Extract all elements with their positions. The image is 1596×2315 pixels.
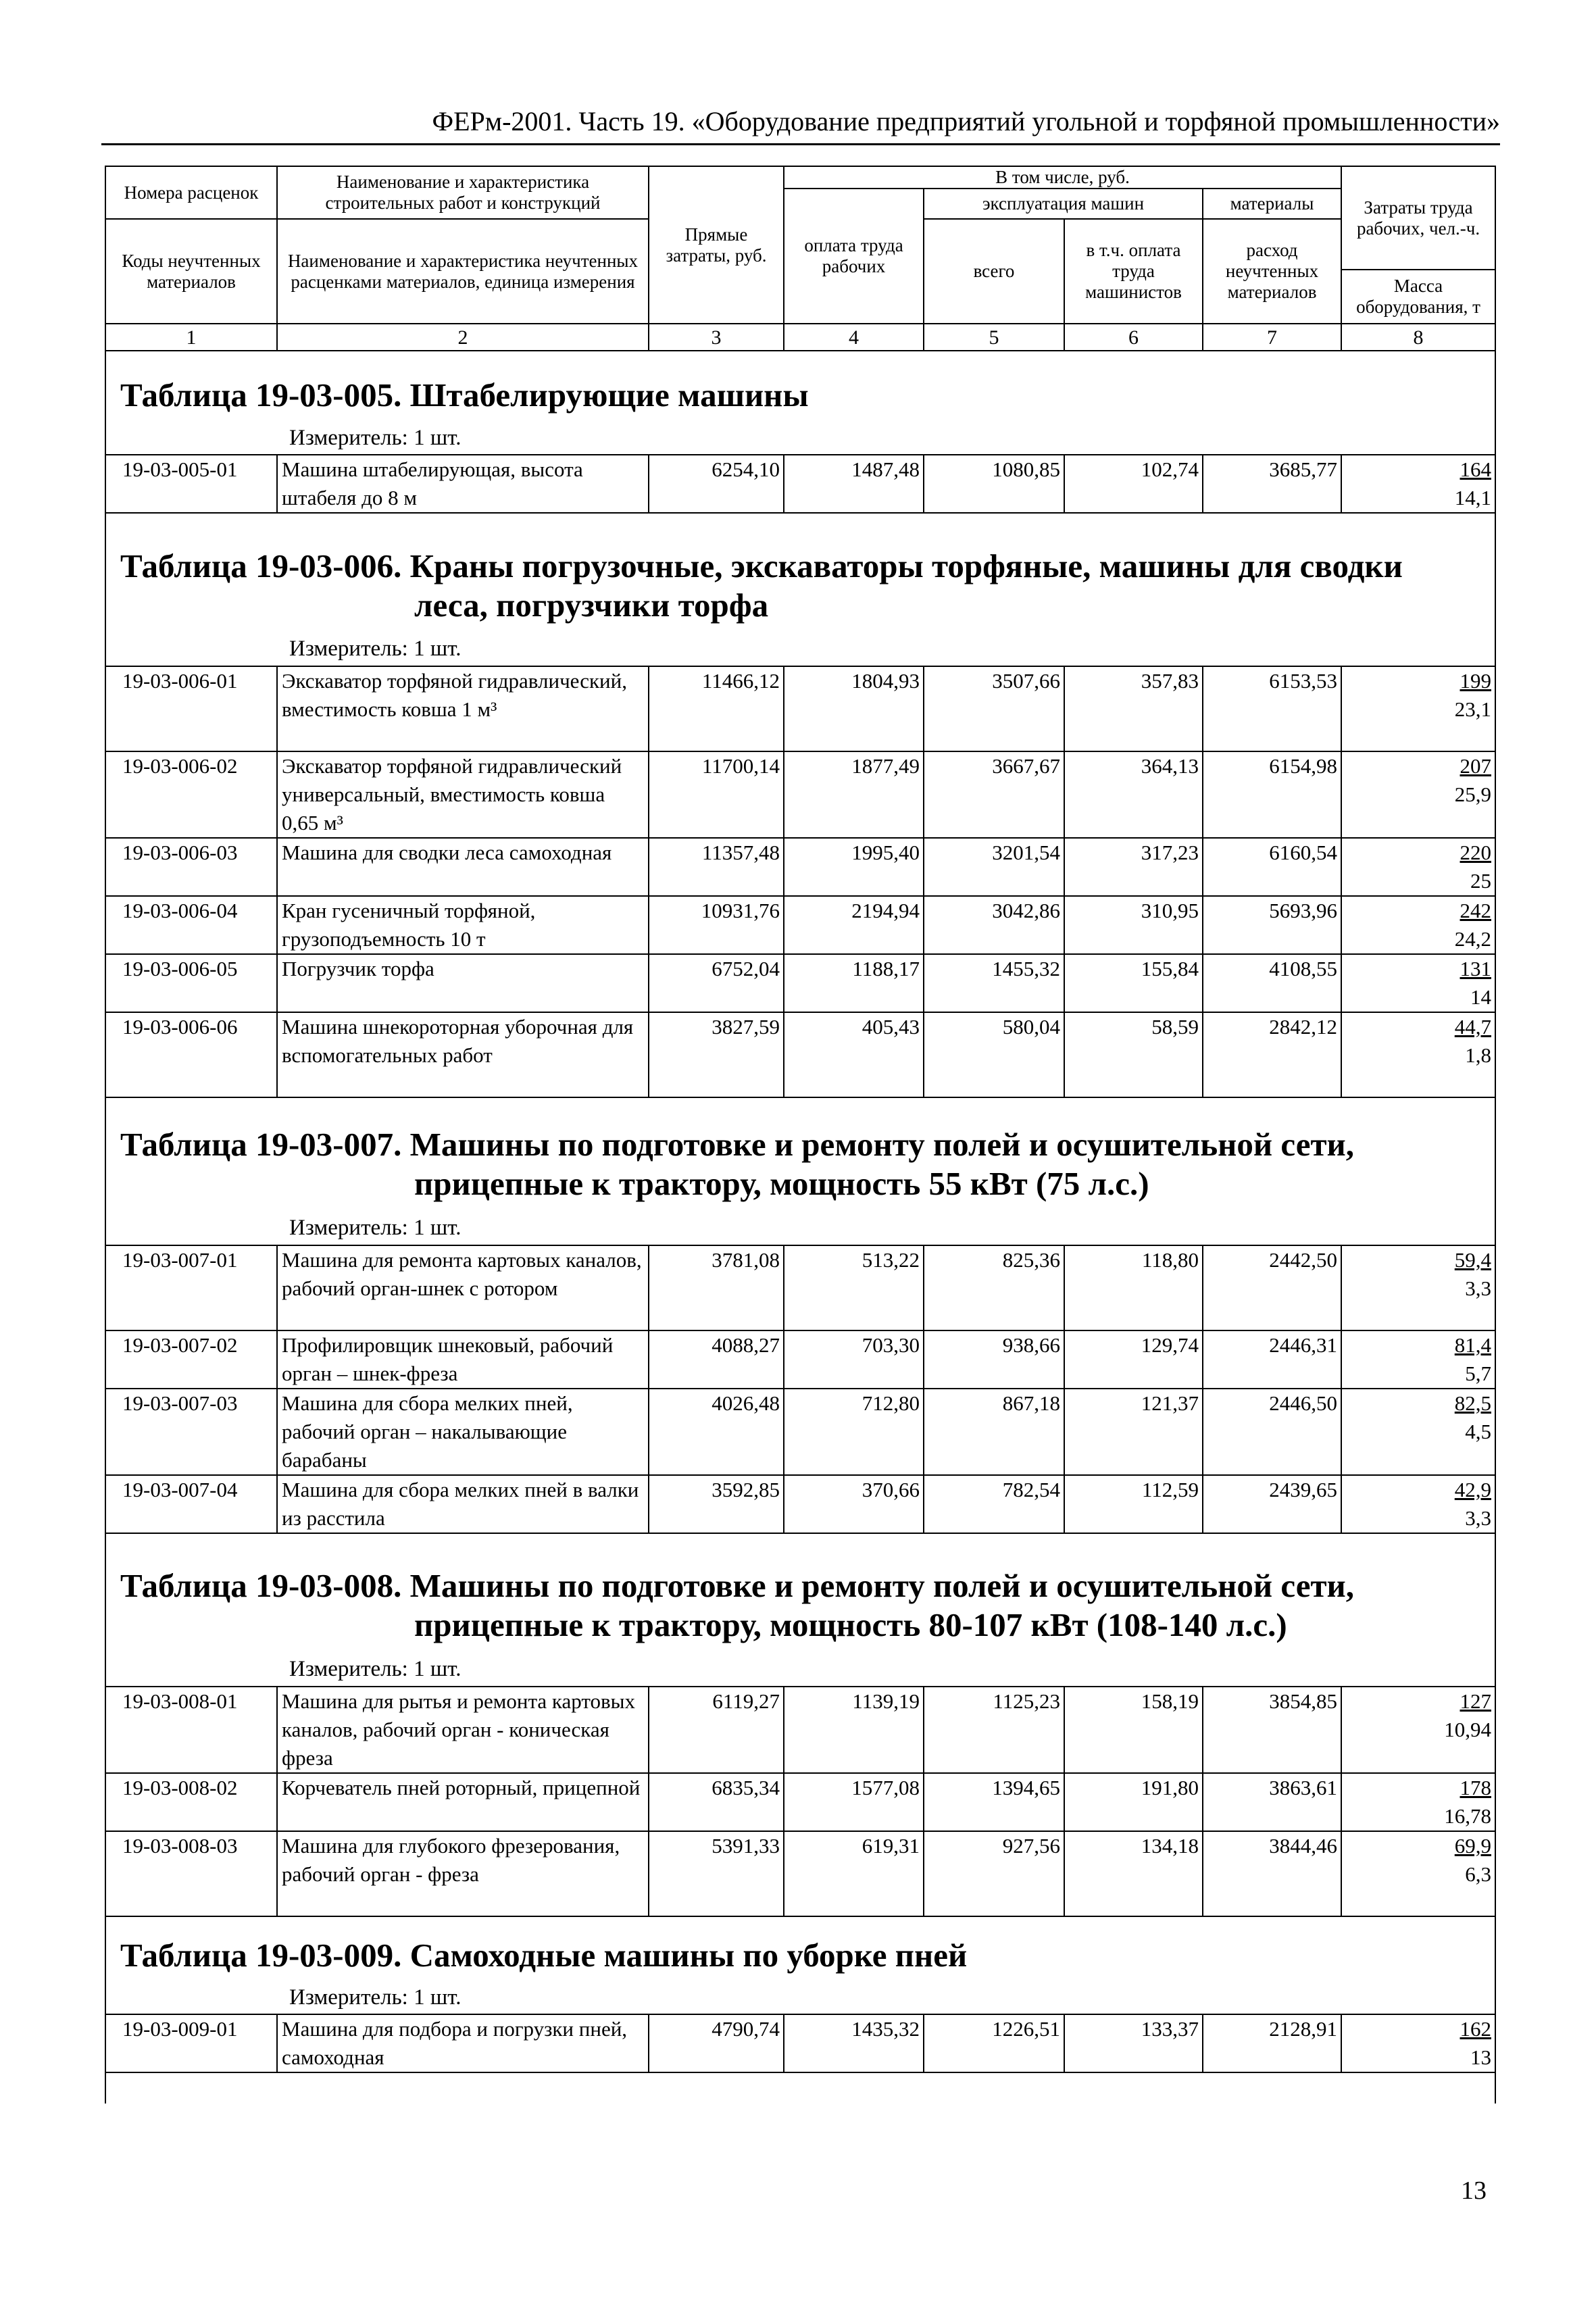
work-name: Машина шнекороторная уборочная для вспомогательных работ	[277, 1012, 649, 1097]
machine-operator-pay: 310,95	[1064, 896, 1203, 954]
header-c3: Прямые затраты, руб.	[649, 166, 784, 324]
section-title-line: Таблица 19-03-005. Штабелирующие машины	[120, 376, 809, 414]
col-number: 4	[784, 324, 924, 351]
section-title-line: прицепные к трактору, мощность 80-107 кВт (108-140 л.с.)	[414, 1606, 1287, 1643]
labor-pay: 405,43	[784, 1012, 924, 1097]
labor-hours: 81,4	[1454, 1333, 1491, 1357]
price-table	[105, 666, 1496, 1098]
equipment-mass: 24,2	[1454, 927, 1491, 951]
header-group-machines: эксплуатация машин	[924, 189, 1203, 219]
table-row	[105, 1330, 1495, 1389]
machine-total: 1080,85	[924, 455, 1064, 513]
direct-cost: 11357,48	[649, 838, 784, 896]
machine-operator-pay: 317,23	[1064, 838, 1203, 896]
materials-cost: 4108,55	[1203, 954, 1341, 1012]
table-row	[105, 666, 1495, 751]
labor-and-mass	[1341, 1831, 1495, 1916]
machine-total: 867,18	[924, 1389, 1064, 1475]
equipment-mass: 3,3	[1465, 1276, 1491, 1300]
work-name: Профилировщик шнековый, рабочий орган – шнек-фреза	[277, 1330, 649, 1389]
direct-cost: 3827,59	[649, 1012, 784, 1097]
materials-cost: 6153,53	[1203, 666, 1341, 751]
section-title	[120, 376, 1492, 415]
header-c4: оплата труда рабочих	[784, 189, 924, 324]
rate-code: 19-03-006-03	[105, 838, 277, 896]
labor-and-mass	[1341, 1012, 1495, 1097]
materials-cost: 2128,91	[1203, 2014, 1341, 2072]
equipment-mass: 3,3	[1465, 1506, 1491, 1530]
materials-cost: 2439,65	[1203, 1475, 1341, 1533]
equipment-mass: 14,1	[1454, 486, 1491, 509]
machine-operator-pay: 158,19	[1064, 1687, 1203, 1773]
materials-cost: 2446,50	[1203, 1389, 1341, 1475]
rate-code: 19-03-006-06	[105, 1012, 277, 1097]
price-table	[105, 1245, 1496, 1534]
measure-unit: Измеритель: 1 шт.	[289, 426, 462, 450]
machine-total: 3201,54	[924, 838, 1064, 896]
machine-operator-pay: 129,74	[1064, 1330, 1203, 1389]
table-row	[105, 1389, 1495, 1475]
labor-pay: 703,30	[784, 1330, 924, 1389]
labor-hours: 199	[1460, 669, 1491, 693]
rate-code: 19-03-007-01	[105, 1245, 277, 1330]
labor-and-mass	[1341, 666, 1495, 751]
work-name: Машина для подбора и погрузки пней, самоходная	[277, 2014, 649, 2072]
work-name: Машина для сводки леса самоходная	[277, 838, 649, 896]
machine-total: 927,56	[924, 1831, 1064, 1916]
rate-code: 19-03-007-03	[105, 1389, 277, 1475]
rate-code: 19-03-005-01	[105, 455, 277, 513]
machine-total: 3042,86	[924, 896, 1064, 954]
labor-pay: 1577,08	[784, 1773, 924, 1831]
direct-cost: 3592,85	[649, 1475, 784, 1533]
column-header	[105, 166, 1495, 348]
section-title-line: Таблица 19-03-009. Самоходные машины по уборке пней	[120, 1937, 968, 1974]
materials-cost: 3844,46	[1203, 1831, 1341, 1916]
table-row	[105, 1773, 1495, 1831]
equipment-mass: 16,78	[1444, 1804, 1491, 1828]
labor-and-mass	[1341, 1330, 1495, 1389]
direct-cost: 11700,14	[649, 751, 784, 838]
machine-total: 3507,66	[924, 666, 1064, 751]
header-c2-top: Наименование и характеристика строительных работ и конструкций	[277, 166, 649, 219]
price-table	[105, 1686, 1496, 1917]
header-c6: в т.ч. оплата труда машинистов	[1064, 219, 1203, 324]
table-row	[105, 954, 1495, 1012]
page-number: 13	[1461, 2176, 1487, 2205]
section-title	[120, 547, 1492, 625]
col-number: 6	[1064, 324, 1203, 351]
labor-and-mass	[1341, 455, 1495, 513]
machine-operator-pay: 58,59	[1064, 1012, 1203, 1097]
rate-code: 19-03-006-04	[105, 896, 277, 954]
direct-cost: 4088,27	[649, 1330, 784, 1389]
labor-hours: 207	[1460, 754, 1491, 778]
machine-total: 1394,65	[924, 1773, 1064, 1831]
header-c1-bottom: Коды неучтенных материалов	[105, 219, 277, 324]
header-group-materials: материалы	[1203, 189, 1341, 219]
table-row	[105, 1831, 1495, 1916]
labor-pay: 712,80	[784, 1389, 924, 1475]
section-title-line: леса, погрузчики торфа	[414, 587, 769, 624]
measure-unit: Измеритель: 1 шт.	[289, 1216, 462, 1240]
measure-unit: Измеритель: 1 шт.	[289, 637, 462, 661]
labor-and-mass	[1341, 1245, 1495, 1330]
labor-and-mass	[1341, 1773, 1495, 1831]
machine-total: 1226,51	[924, 2014, 1064, 2072]
equipment-mass: 1,8	[1465, 1043, 1491, 1067]
equipment-mass: 13	[1470, 2045, 1491, 2069]
materials-cost: 2442,50	[1203, 1245, 1341, 1330]
labor-pay: 1435,32	[784, 2014, 924, 2072]
labor-hours: 82,5	[1454, 1391, 1491, 1415]
labor-pay: 513,22	[784, 1245, 924, 1330]
machine-total: 3667,67	[924, 751, 1064, 838]
machine-operator-pay: 134,18	[1064, 1831, 1203, 1916]
labor-pay: 1804,93	[784, 666, 924, 751]
section-title-line: Таблица 19-03-007. Машины по подготовке и ремонту полей и осушительной сети,	[120, 1126, 1355, 1163]
labor-hours: 220	[1460, 841, 1491, 864]
equipment-mass: 6,3	[1465, 1862, 1491, 1886]
col-number: 8	[1341, 324, 1495, 351]
direct-cost: 6254,10	[649, 455, 784, 513]
labor-and-mass	[1341, 954, 1495, 1012]
labor-hours: 162	[1460, 2017, 1491, 2041]
header-c2-bottom: Наименование и характеристика неучтенных расценками материалов, единица измерения	[277, 219, 649, 324]
work-name: Кран гусеничный торфяной, грузоподъемность 10 т	[277, 896, 649, 954]
equipment-mass: 4,5	[1465, 1420, 1491, 1443]
materials-cost: 5693,96	[1203, 896, 1341, 954]
measure-unit: Измеритель: 1 шт.	[289, 1985, 462, 2010]
rate-code: 19-03-009-01	[105, 2014, 277, 2072]
header-c1-top: Номера расценок	[105, 166, 277, 219]
table-row	[105, 455, 1495, 513]
machine-total: 782,54	[924, 1475, 1064, 1533]
rate-code: 19-03-008-03	[105, 1831, 277, 1916]
work-name: Погрузчик торфа	[277, 954, 649, 1012]
rate-code: 19-03-007-02	[105, 1330, 277, 1389]
rate-code: 19-03-006-02	[105, 751, 277, 838]
machine-total: 580,04	[924, 1012, 1064, 1097]
direct-cost: 10931,76	[649, 896, 784, 954]
measure-unit: Измеритель: 1 шт.	[289, 1657, 462, 1681]
header-group-incl: В том числе, руб.	[784, 166, 1341, 189]
labor-pay: 1877,49	[784, 751, 924, 838]
equipment-mass: 14	[1470, 985, 1491, 1009]
section-title-line: Таблица 19-03-008. Машины по подготовке и ремонту полей и осушительной сети,	[120, 1567, 1355, 1604]
labor-hours: 178	[1460, 1776, 1491, 1799]
work-name: Экскаватор торфяной гидравлический универсальный, вместимость ковша 0,65 м³	[277, 751, 649, 838]
machine-operator-pay: 364,13	[1064, 751, 1203, 838]
work-name: Машина для сбора мелких пней в валки из расстила	[277, 1475, 649, 1533]
direct-cost: 5391,33	[649, 1831, 784, 1916]
work-name: Экскаватор торфяной гидравлический, вместимость ковша 1 м³	[277, 666, 649, 751]
section-title	[120, 1566, 1492, 1645]
price-table	[105, 2014, 1496, 2073]
labor-and-mass	[1341, 838, 1495, 896]
labor-hours: 42,9	[1454, 1478, 1491, 1501]
materials-cost: 6154,98	[1203, 751, 1341, 838]
equipment-mass: 25,9	[1454, 782, 1491, 806]
labor-hours: 131	[1460, 957, 1491, 980]
machine-operator-pay: 133,37	[1064, 2014, 1203, 2072]
labor-and-mass	[1341, 2014, 1495, 2072]
machine-operator-pay: 155,84	[1064, 954, 1203, 1012]
work-name: Машина для ремонта картовых каналов, рабочий орган-шнек с ротором	[277, 1245, 649, 1330]
labor-hours: 242	[1460, 899, 1491, 922]
section-title-line: прицепные к трактору, мощность 55 кВт (75 л.с.)	[414, 1165, 1149, 1202]
direct-cost: 6752,04	[649, 954, 784, 1012]
work-name: Машина для рытья и ремонта картовых каналов, рабочий орган - коническая фреза	[277, 1687, 649, 1773]
direct-cost: 6119,27	[649, 1687, 784, 1773]
header-c8-bottom: Масса оборудования, т	[1341, 270, 1495, 324]
labor-and-mass	[1341, 1687, 1495, 1773]
table-row	[105, 896, 1495, 954]
col-number: 5	[924, 324, 1064, 351]
direct-cost: 4790,74	[649, 2014, 784, 2072]
work-name: Машина для сбора мелких пней, рабочий орган – накалывающие барабаны	[277, 1389, 649, 1475]
page-header: ФЕРм-2001. Часть 19. «Оборудование предприятий угольной и торфяной промышленности»	[432, 106, 1500, 136]
labor-pay: 1487,48	[784, 455, 924, 513]
labor-hours: 127	[1460, 1689, 1491, 1713]
table-row	[105, 838, 1495, 896]
col-number: 2	[277, 324, 649, 351]
direct-cost: 4026,48	[649, 1389, 784, 1475]
machine-operator-pay: 112,59	[1064, 1475, 1203, 1533]
column-header-table	[105, 166, 1496, 351]
labor-pay: 370,66	[784, 1475, 924, 1533]
header-c8-top: Затраты труда рабочих, чел.-ч.	[1341, 166, 1495, 270]
materials-cost: 3685,77	[1203, 455, 1341, 513]
section-title	[120, 1125, 1492, 1203]
labor-and-mass	[1341, 1475, 1495, 1533]
col-number: 7	[1203, 324, 1341, 351]
machine-operator-pay: 357,83	[1064, 666, 1203, 751]
materials-cost: 3854,85	[1203, 1687, 1341, 1773]
labor-and-mass	[1341, 896, 1495, 954]
equipment-mass: 25	[1470, 869, 1491, 893]
materials-cost: 6160,54	[1203, 838, 1341, 896]
machine-total: 1455,32	[924, 954, 1064, 1012]
labor-hours: 44,7	[1454, 1015, 1491, 1039]
table-row	[105, 2014, 1495, 2072]
equipment-mass: 23,1	[1454, 697, 1491, 721]
machine-operator-pay: 102,74	[1064, 455, 1203, 513]
direct-cost: 3781,08	[649, 1245, 784, 1330]
table-row	[105, 1012, 1495, 1097]
direct-cost: 11466,12	[649, 666, 784, 751]
header-c5: всего	[924, 219, 1064, 324]
equipment-mass: 10,94	[1444, 1718, 1491, 1741]
labor-pay: 619,31	[784, 1831, 924, 1916]
rate-code: 19-03-008-01	[105, 1687, 277, 1773]
section-title-line: Таблица 19-03-006. Краны погрузочные, экскаваторы торфяные, машины для сводки	[120, 547, 1403, 584]
col-number: 1	[105, 324, 277, 351]
work-name: Машина штабелирующая, высота штабеля до 8 м	[277, 455, 649, 513]
price-table	[105, 454, 1496, 514]
rate-code: 19-03-006-01	[105, 666, 277, 751]
labor-pay: 2194,94	[784, 896, 924, 954]
machine-total: 825,36	[924, 1245, 1064, 1330]
materials-cost: 3863,61	[1203, 1773, 1341, 1831]
labor-pay: 1188,17	[784, 954, 924, 1012]
labor-hours: 59,4	[1454, 1248, 1491, 1272]
materials-cost: 2842,12	[1203, 1012, 1341, 1097]
labor-pay: 1139,19	[784, 1687, 924, 1773]
machine-total: 938,66	[924, 1330, 1064, 1389]
rate-code: 19-03-006-05	[105, 954, 277, 1012]
labor-hours: 164	[1460, 457, 1491, 481]
table-row	[105, 751, 1495, 838]
header-c7: расход неучтенных материалов	[1203, 219, 1341, 324]
header-rule	[101, 143, 1500, 145]
labor-pay: 1995,40	[784, 838, 924, 896]
labor-and-mass	[1341, 751, 1495, 838]
rate-code: 19-03-007-04	[105, 1475, 277, 1533]
machine-operator-pay: 118,80	[1064, 1245, 1203, 1330]
materials-cost: 2446,31	[1203, 1330, 1341, 1389]
labor-and-mass	[1341, 1389, 1495, 1475]
table-row	[105, 1245, 1495, 1330]
section-title	[120, 1936, 1492, 1975]
work-name: Корчеватель пней роторный, прицепной	[277, 1773, 649, 1831]
col-number: 3	[649, 324, 784, 351]
equipment-mass: 5,7	[1465, 1362, 1491, 1385]
machine-operator-pay: 191,80	[1064, 1773, 1203, 1831]
machine-operator-pay: 121,37	[1064, 1389, 1203, 1475]
work-name: Машина для глубокого фрезерования, рабочий орган - фреза	[277, 1831, 649, 1916]
rate-code: 19-03-008-02	[105, 1773, 277, 1831]
table-row	[105, 1687, 1495, 1773]
table-row	[105, 1475, 1495, 1533]
machine-total: 1125,23	[924, 1687, 1064, 1773]
labor-hours: 69,9	[1454, 1834, 1491, 1858]
direct-cost: 6835,34	[649, 1773, 784, 1831]
